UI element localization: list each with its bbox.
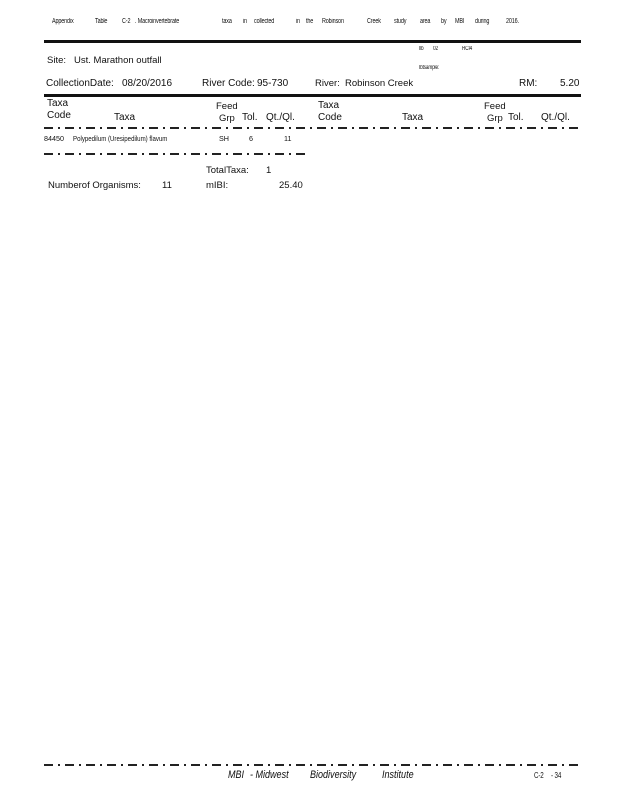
- number-of-organisms-label: Numberof Organisms:: [48, 180, 141, 191]
- column-header-rule: [44, 94, 581, 97]
- site-label: Site:: [47, 55, 67, 66]
- mibi-label: mIBI:: [206, 180, 229, 191]
- col-taxa-code-line1-right: Taxa: [318, 100, 340, 111]
- row-taxa-code: 84450: [44, 134, 64, 143]
- header-word: in: [296, 18, 300, 25]
- col-taxa: Taxa: [114, 112, 136, 123]
- row-feed-grp: SH: [219, 134, 229, 143]
- col-feed-line1-right: Feed: [484, 101, 506, 112]
- header-word: study: [394, 18, 407, 25]
- collection-date-label: CollectionDate:: [46, 78, 114, 89]
- col-feed-line2-right: Grp: [487, 113, 503, 124]
- header-word: . Macroinvertebrate: [135, 18, 180, 25]
- river-value: Robinson Creek: [345, 78, 414, 89]
- header-word: Table: [95, 18, 108, 25]
- data-dash-rule: [44, 153, 308, 155]
- row-taxa-name: Polypedilum (Uresipedilum) flavum: [73, 134, 168, 143]
- rm-value: 5.20: [560, 78, 580, 89]
- row-qtql: 11: [284, 134, 292, 143]
- col-feed-line1: Feed: [216, 101, 238, 112]
- rm-label: RM:: [519, 78, 538, 89]
- header-word: Appendix: [52, 18, 74, 25]
- total-taxa-value: 1: [266, 165, 272, 176]
- footer-page-prefix: C-2: [534, 771, 544, 780]
- header-word: collected: [254, 18, 275, 25]
- footer-word: Biodiversity: [310, 769, 357, 781]
- footer-page-number: - 34: [551, 771, 562, 780]
- header-word: Robinson: [322, 18, 344, 25]
- header-rule: [44, 40, 581, 43]
- header-word: area: [420, 18, 431, 25]
- footer-word: Institute: [382, 769, 414, 781]
- header-word: in: [243, 18, 247, 25]
- footer-dash-rule: [44, 764, 581, 766]
- info-label: 02: [433, 46, 438, 52]
- column-header-dash-rule: [44, 127, 581, 129]
- info-label: Ilb: [419, 46, 424, 52]
- header-word: taxa: [222, 18, 232, 25]
- header-word: by: [441, 18, 447, 25]
- number-of-organisms-value: 11: [162, 180, 172, 191]
- info-label: RCI4: [462, 46, 473, 52]
- river-code-label: River Code:: [202, 78, 255, 89]
- header-word: the: [306, 18, 314, 25]
- col-qtql-right: Qt./Ql.: [541, 112, 570, 123]
- col-taxa-code-line1: Taxa: [47, 98, 69, 109]
- total-taxa-label: TotalTaxa:: [206, 165, 249, 176]
- col-taxa-right: Taxa: [402, 112, 424, 123]
- mibi-value: 25.40: [279, 180, 303, 191]
- sample-label: Ibtsample:: [419, 65, 440, 71]
- row-tol: 6: [249, 134, 253, 143]
- col-tol-right: Tol.: [508, 112, 524, 123]
- collection-date-value: 08/20/2016: [122, 78, 173, 89]
- header-word: Creek: [367, 18, 381, 25]
- header-word: during: [475, 18, 490, 25]
- col-feed-line2: Grp: [219, 113, 235, 124]
- site-name: Ust. Marathon outfall: [74, 55, 162, 66]
- header-word: 2016.: [506, 18, 519, 25]
- col-tol: Tol.: [242, 112, 258, 123]
- river-code-value: 95-730: [257, 78, 289, 89]
- footer-word: - Midwest: [250, 769, 289, 781]
- col-taxa-code-line2-right: Code: [318, 112, 342, 123]
- footer-word: MBI: [228, 769, 245, 781]
- header-word: C-2: [122, 18, 131, 25]
- river-label: River:: [315, 78, 340, 89]
- col-qtql: Qt./Ql.: [266, 112, 295, 123]
- header-word: MBI: [455, 18, 465, 25]
- col-taxa-code-line2: Code: [47, 110, 71, 121]
